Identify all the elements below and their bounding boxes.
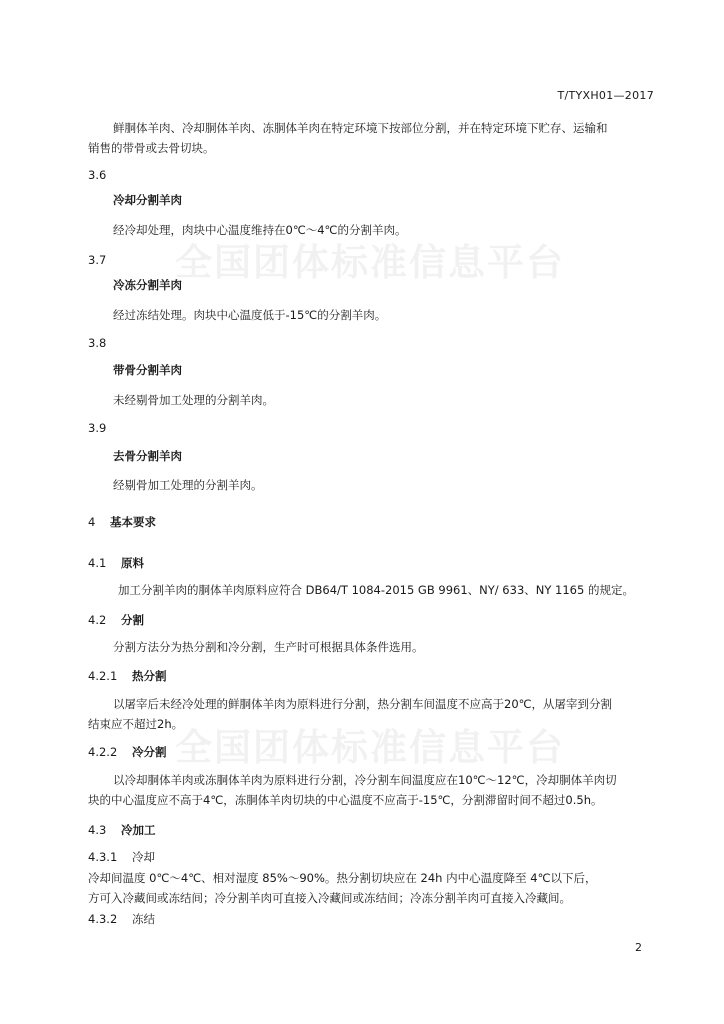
section-title: 冷分割: [132, 745, 167, 759]
section-heading: [88, 612, 144, 628]
paragraph-line: 冷却间温度 0℃～4℃、相对湿度 85%～90%。热分割切块应在 24h 内中心温度降至 4℃以下后，: [88, 871, 597, 885]
section-heading: [88, 668, 167, 684]
section-title: 冻结: [132, 912, 155, 926]
section-title: 冷加工: [121, 823, 156, 837]
section-heading: [88, 514, 156, 530]
paragraph-line: 以冷却胴体羊肉或冻胴体羊肉为原料进行分割，冷分割车间温度应在10℃～12℃，冷却胴体羊肉切: [113, 773, 617, 787]
section-heading: [88, 849, 155, 865]
section-number: 4.1: [88, 556, 107, 570]
section-heading: [88, 744, 167, 760]
section-number: 4.3.1: [88, 850, 118, 864]
clause-number: 3.7: [88, 253, 107, 267]
section-title: 原料: [121, 556, 144, 570]
section-number: 4.3: [88, 823, 107, 837]
watermark-text: 全国团体标准信息平台: [175, 726, 565, 769]
section-heading: [88, 555, 144, 571]
section-number: 4.2: [88, 613, 107, 627]
paragraph-line: 加工分割羊肉的胴体羊肉原料应符合 DB64/T 1084-2015 GB 9961、NY/ 633、NY 1165 的规定。: [118, 583, 634, 597]
paragraph-line: 结束应不超过2h。: [88, 717, 184, 731]
clause-number: 3.6: [88, 168, 107, 182]
paragraph-line: 鲜胴体羊肉、冷却胴体羊肉、冻胴体羊肉在特定环境下按部位分割，并在特定环境下贮存、运输和: [113, 121, 608, 135]
doc-code: T/TYXH01—2017: [557, 89, 654, 102]
section-title: 冷却: [132, 850, 155, 864]
section-number: 4.3.2: [88, 912, 118, 926]
section-number: 4: [88, 515, 96, 529]
term-definition: 未经剔骨加工处理的分割羊肉。: [113, 393, 274, 407]
section-title: 热分割: [132, 669, 167, 683]
section-number: 4.2.1: [88, 669, 118, 683]
term-title: 带骨分割羊肉: [113, 363, 182, 377]
page-number: 2: [635, 941, 642, 954]
watermark-text: 全国团体标准信息平台: [175, 241, 565, 284]
section-heading: [88, 822, 156, 838]
section-heading: [88, 911, 155, 927]
paragraph-line: 方可入冷藏间或冻结间；冷分割羊肉可直接入冷藏间或冻结间；冷冻分割羊肉可直接入冷藏间。: [88, 891, 571, 905]
clause-number: 3.8: [88, 336, 107, 350]
term-definition: 经冷却处理，肉块中心温度维持在0℃～4℃的分割羊肉。: [113, 223, 407, 237]
paragraph-line: 销售的带骨或去骨切块。: [88, 141, 215, 155]
term-title: 冷却分割羊肉: [113, 193, 182, 207]
paragraph-line: 分割方法分为热分割和冷分割，生产时可根据具体条件选用。: [113, 640, 424, 654]
paragraph-line: 块的中心温度应不高于4℃，冻胴体羊肉切块的中心温度不应高于-15℃，分割滞留时间不超过0.5h。: [88, 793, 603, 807]
term-definition: 经剔骨加工处理的分割羊肉。: [113, 478, 263, 492]
paragraph-line: 以屠宰后未经冷处理的鲜胴体羊肉为原料进行分割，热分割车间温度不应高于20℃，从屠宰到分割: [113, 697, 613, 711]
term-definition: 经过冻结处理。肉块中心温度低于-15℃的分割羊肉。: [113, 308, 387, 322]
term-title: 冷冻分割羊肉: [113, 278, 182, 292]
section-title: 分割: [121, 613, 144, 627]
clause-number: 3.9: [88, 421, 107, 435]
section-number: 4.2.2: [88, 745, 118, 759]
section-title: 基本要求: [110, 515, 156, 529]
term-title: 去骨分割羊肉: [113, 449, 182, 463]
